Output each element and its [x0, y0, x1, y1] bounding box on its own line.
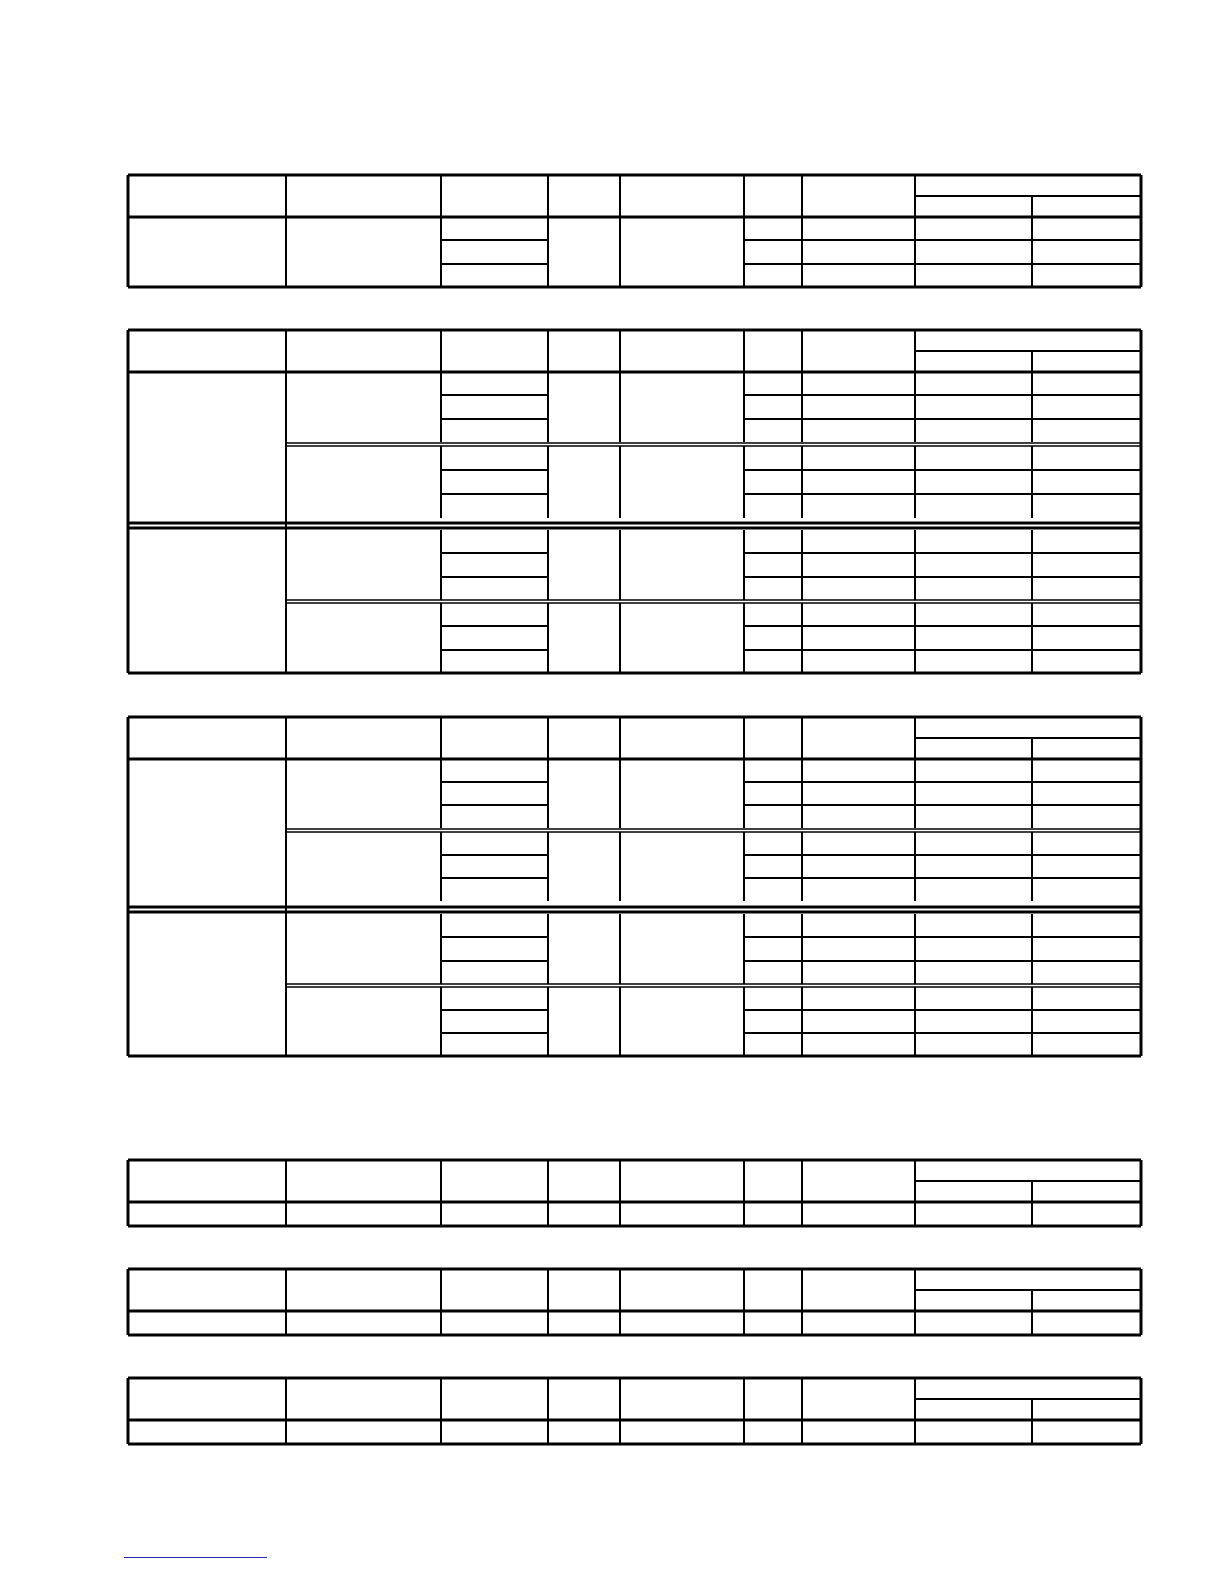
footnote-rule	[124, 1557, 267, 1558]
